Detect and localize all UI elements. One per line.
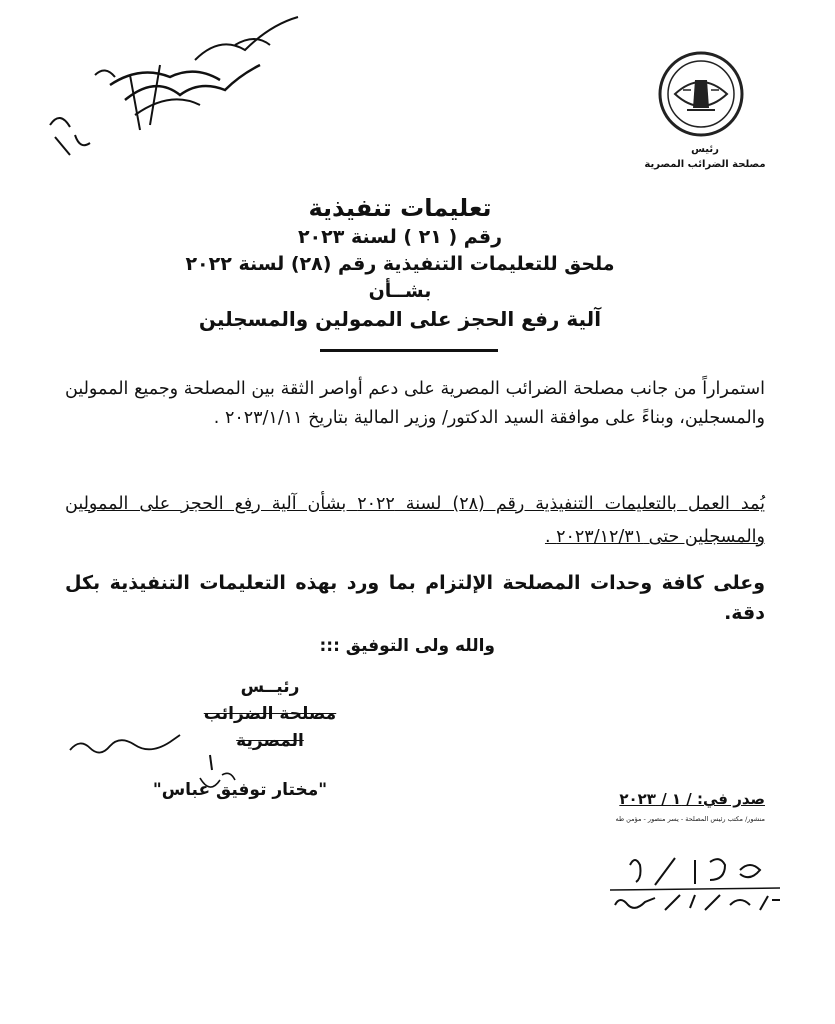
title-divider: [320, 349, 498, 352]
document-annex: ملحق للتعليمات التنفيذية رقم (٢٨) لسنة ٢٠٢٢: [185, 253, 615, 275]
issuer-line1: رئيس: [691, 144, 719, 155]
signatory-name: "مختار توفيق عباس": [152, 780, 328, 800]
handwritten-reference-number: [600, 850, 790, 920]
handwritten-annotation-scribble: [30, 5, 310, 175]
distribution-note: منشور/ مكتب رئيس المصلحة - يسر منصور - مؤمن طه: [615, 815, 765, 823]
paragraph-intro: استمراراً من جانب مصلحة الضرائب المصرية على دعم أواصر الثقة بين المصلحة وجميع الممولين والمسجلين، وبناءً على موافقة السيد الدكتور/ وزير المالية بتاريخ ٢٠٢٣/١/١١ .: [65, 379, 765, 428]
title-block: [140, 192, 660, 334]
issuer-line2: مصلحة الضرائب المصرية: [644, 159, 766, 170]
signature-title-line2: مصلحة الضرائب المصرية: [203, 704, 337, 751]
issue-date: صدر في: / ١ / ٢٠٢٣: [619, 790, 765, 808]
document-title: تعليمات تنفيذية: [308, 194, 492, 222]
closing-phrase: والله ولى التوفيق :::: [319, 636, 495, 656]
issuer-header: [625, 142, 785, 172]
paragraph-compliance: وعلى كافة وحدات المصلحة الإلتزام بما ورد بهذه التعليمات التنفيذية بكل دقة.: [65, 572, 765, 624]
document-number: رقم ( ٢١ ) لسنة ٢٠٢٣: [297, 226, 503, 248]
seal-logo: [657, 50, 745, 138]
regarding-label: بشــأن: [368, 280, 432, 302]
paragraph-extension: يُمد العمل بالتعليمات التنفيذية رقم (٢٨) لسنة ٢٠٢٢ بشأن آلية رفع الحجز على الممولين والمسجلين حتى ٢٠٢٣/١٢/٣١ .: [65, 494, 766, 547]
signature-title-line1: رئيــس: [240, 677, 300, 697]
document-subject: آلية رفع الحجز على الممولين والمسجلين: [198, 307, 602, 331]
